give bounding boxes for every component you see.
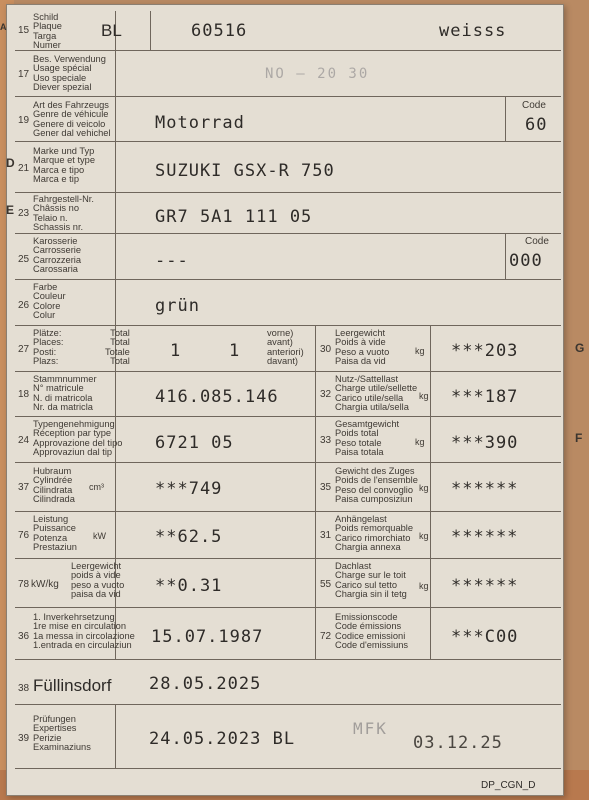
unit-kg: kg xyxy=(415,437,425,447)
chassis-label: Fahrgestell-Nr. Châssis no Telaio n. Schassis nr. xyxy=(33,194,94,233)
code-label: Code xyxy=(525,236,549,247)
row-divider xyxy=(15,279,561,280)
row-number: 30 xyxy=(320,344,332,355)
seats-front-label: vorne) avant) anteriori) davant) xyxy=(267,328,304,367)
form-code: DP_CGN_D xyxy=(481,780,536,791)
unit-cm3: cm³ xyxy=(89,482,104,492)
power-label: Leistung Puissance Potenza Prestaziun xyxy=(33,514,77,553)
train-weight-label: Gewicht des Zuges Poids de l'ensemble Peso del convoglio Paisa cumposiziun xyxy=(335,466,418,505)
row-divider xyxy=(15,50,561,51)
master-number-value: 416.085.146 xyxy=(155,387,279,407)
trailer-load-label: Anhängelast Poids remorquable Carico rimorchiato Chargia annexa xyxy=(335,514,414,553)
empty-weight-label: Leergewicht Poids à vide Peso a vuoto Paisa da vid xyxy=(335,328,390,367)
displacement-value: ***749 xyxy=(155,479,223,499)
make-type-label: Marke und Typ Marque et type Marca e tipo Marca e tip xyxy=(33,146,96,185)
row-divider xyxy=(15,768,561,769)
vehicle-kind-label: Art des Fahrzeugs Genre de véhicule Genere di veicolo Gener dal vehichel xyxy=(33,100,111,139)
row-number: 36 xyxy=(18,631,30,642)
displacement-label: Hubraum Cylindrée Cilindrata Cilindrada xyxy=(33,466,75,505)
row-number: 39 xyxy=(18,733,30,744)
middle-column-divider xyxy=(315,325,316,659)
inspection-label: Prüfungen Expertises Perizie Examinaziuns xyxy=(33,714,91,753)
row-divider xyxy=(15,462,561,463)
row-divider xyxy=(15,96,561,97)
payload-label: Nutz-/Sattellast Charge utile/sellette Carico utile/sella Chargia utila/sella xyxy=(335,374,418,413)
emission-code-value: ***C00 xyxy=(451,627,519,647)
row-divider xyxy=(15,704,561,705)
label-column-divider xyxy=(115,325,116,659)
first-registration-date: 15.07.1987 xyxy=(151,627,264,647)
registration-document xyxy=(6,4,585,796)
row-number: 26 xyxy=(18,300,30,311)
issue-place: Füllinsdorf xyxy=(33,676,112,695)
margin-letter-e: E xyxy=(6,203,15,217)
first-registration-label: 1. Inverkehrsetzung 1re mise en circulation 1a messa in circolazione 1.entrada en circulaziun xyxy=(33,612,135,651)
row-number: 33 xyxy=(320,435,332,446)
seats-total: 1 xyxy=(170,341,182,361)
row-divider xyxy=(15,141,561,142)
row-number: 15 xyxy=(18,25,30,36)
code-divider xyxy=(505,96,506,141)
row-number: 25 xyxy=(18,254,30,265)
payload-value: ***187 xyxy=(451,387,519,407)
row-divider xyxy=(15,233,561,234)
seats-front: 1 xyxy=(229,341,241,361)
total-weight-label: Gesamtgewicht Poids total Peso totale Paisa totala xyxy=(335,419,400,458)
unit-kg: kg xyxy=(419,391,429,401)
row-divider xyxy=(15,511,561,512)
row-number: 78 xyxy=(18,579,30,590)
margin-letter-f: F xyxy=(575,431,583,445)
faded-stamp: NO – 20 30 xyxy=(265,66,370,82)
vehicle-kind-value: Motorrad xyxy=(155,113,245,133)
unit-kw: kW xyxy=(93,531,106,541)
row-number: 27 xyxy=(18,344,30,355)
canton-value: BL xyxy=(101,21,122,40)
margin-letter-a: A xyxy=(0,22,7,32)
total-weight-value: ***390 xyxy=(451,433,519,453)
label-column-divider xyxy=(115,704,116,768)
right-column-divider xyxy=(430,325,431,659)
row-number: 21 xyxy=(18,163,30,174)
special-use-label: Bes. Verwendung Usage spécial Uso speciale Diever spezial xyxy=(33,54,106,93)
vehicle-kind-code: 60 xyxy=(525,115,548,135)
row-divider xyxy=(15,659,561,660)
trailer-load-value: ****** xyxy=(451,527,519,547)
form-grid xyxy=(6,11,585,791)
row-divider xyxy=(15,416,561,417)
plate-label: Schild Plaque Targa Numer xyxy=(33,12,62,51)
seats-total-label: Total Total Totale Total xyxy=(105,328,130,367)
plate-color: weisss xyxy=(439,21,507,41)
row-number: 35 xyxy=(320,482,332,493)
margin-letter-g: G xyxy=(575,341,585,355)
row-number: 23 xyxy=(18,208,30,219)
code-label: Code xyxy=(522,100,546,111)
train-weight-value: ****** xyxy=(451,479,519,499)
row-number: 19 xyxy=(18,115,30,126)
inspection-value: 24.05.2023 BL xyxy=(149,729,296,749)
power-value: **62.5 xyxy=(155,527,223,547)
type-approval-label: Typengenehmigung Réception par type Approvazione del tipo Approvaziun dal tip xyxy=(33,419,123,458)
row-divider xyxy=(15,371,561,372)
color-value: grün xyxy=(155,296,200,316)
roof-load-value: ****** xyxy=(451,576,519,596)
body-label: Karosserie Carrosserie Carrozzeria Carossaria xyxy=(33,236,82,275)
margin-letter-d: D xyxy=(6,156,15,170)
color-label: Farbe Couleur Colore Colur xyxy=(33,282,66,321)
power-to-weight-value: **0.31 xyxy=(155,576,223,596)
row-number: 18 xyxy=(18,389,30,400)
code-divider xyxy=(505,233,506,279)
inspection-stamp: MFK xyxy=(353,719,388,738)
master-number-label: Stammnummer N° matricule N. di matricola Nr. da matricla xyxy=(33,374,97,413)
next-inspection-date: 03.12.25 xyxy=(413,733,503,753)
plate-number: 60516 xyxy=(191,21,248,41)
row-number: 72 xyxy=(320,631,332,642)
row-number: 76 xyxy=(18,530,30,541)
body-value: --- xyxy=(155,251,189,271)
emission-code-label: Emissionscode Code émissions Codice emissioni Code d'emissiuns xyxy=(335,612,409,651)
row-number: 32 xyxy=(320,389,332,400)
row-number: 17 xyxy=(18,69,30,80)
row-number: 37 xyxy=(18,482,30,493)
row-number: 55 xyxy=(320,579,332,590)
unit-kg: kg xyxy=(419,483,429,493)
type-approval-value: 6721 05 xyxy=(155,433,234,453)
row-divider xyxy=(15,607,561,608)
unit-kg: kg xyxy=(419,581,429,591)
power-to-weight-label: Leergewicht poids à vide peso a vuoto paisa da vid xyxy=(71,561,125,600)
row-number: 38 xyxy=(18,683,30,694)
seats-label: Plätze: Places: Posti: Plazs: xyxy=(33,328,64,367)
plate-divider xyxy=(150,11,151,50)
empty-weight-value: ***203 xyxy=(451,341,519,361)
row-divider xyxy=(15,192,561,193)
body-code: 000 xyxy=(509,251,543,271)
label-column-divider xyxy=(115,11,116,325)
issue-date: 28.05.2025 xyxy=(149,674,262,694)
roof-load-label: Dachlast Charge sur le toit Carico sul tetto Chargia sin il tetg xyxy=(335,561,407,600)
row-divider xyxy=(15,325,561,326)
chassis-number: GR7 5A1 111 05 xyxy=(155,207,313,227)
unit-kw-per-kg: kW/kg xyxy=(31,579,59,590)
row-divider xyxy=(15,558,561,559)
row-number: 24 xyxy=(18,435,30,446)
unit-kg: kg xyxy=(419,531,429,541)
row-number: 31 xyxy=(320,530,332,541)
make-type-value: SUZUKI GSX-R 750 xyxy=(155,161,335,181)
unit-kg: kg xyxy=(415,346,425,356)
